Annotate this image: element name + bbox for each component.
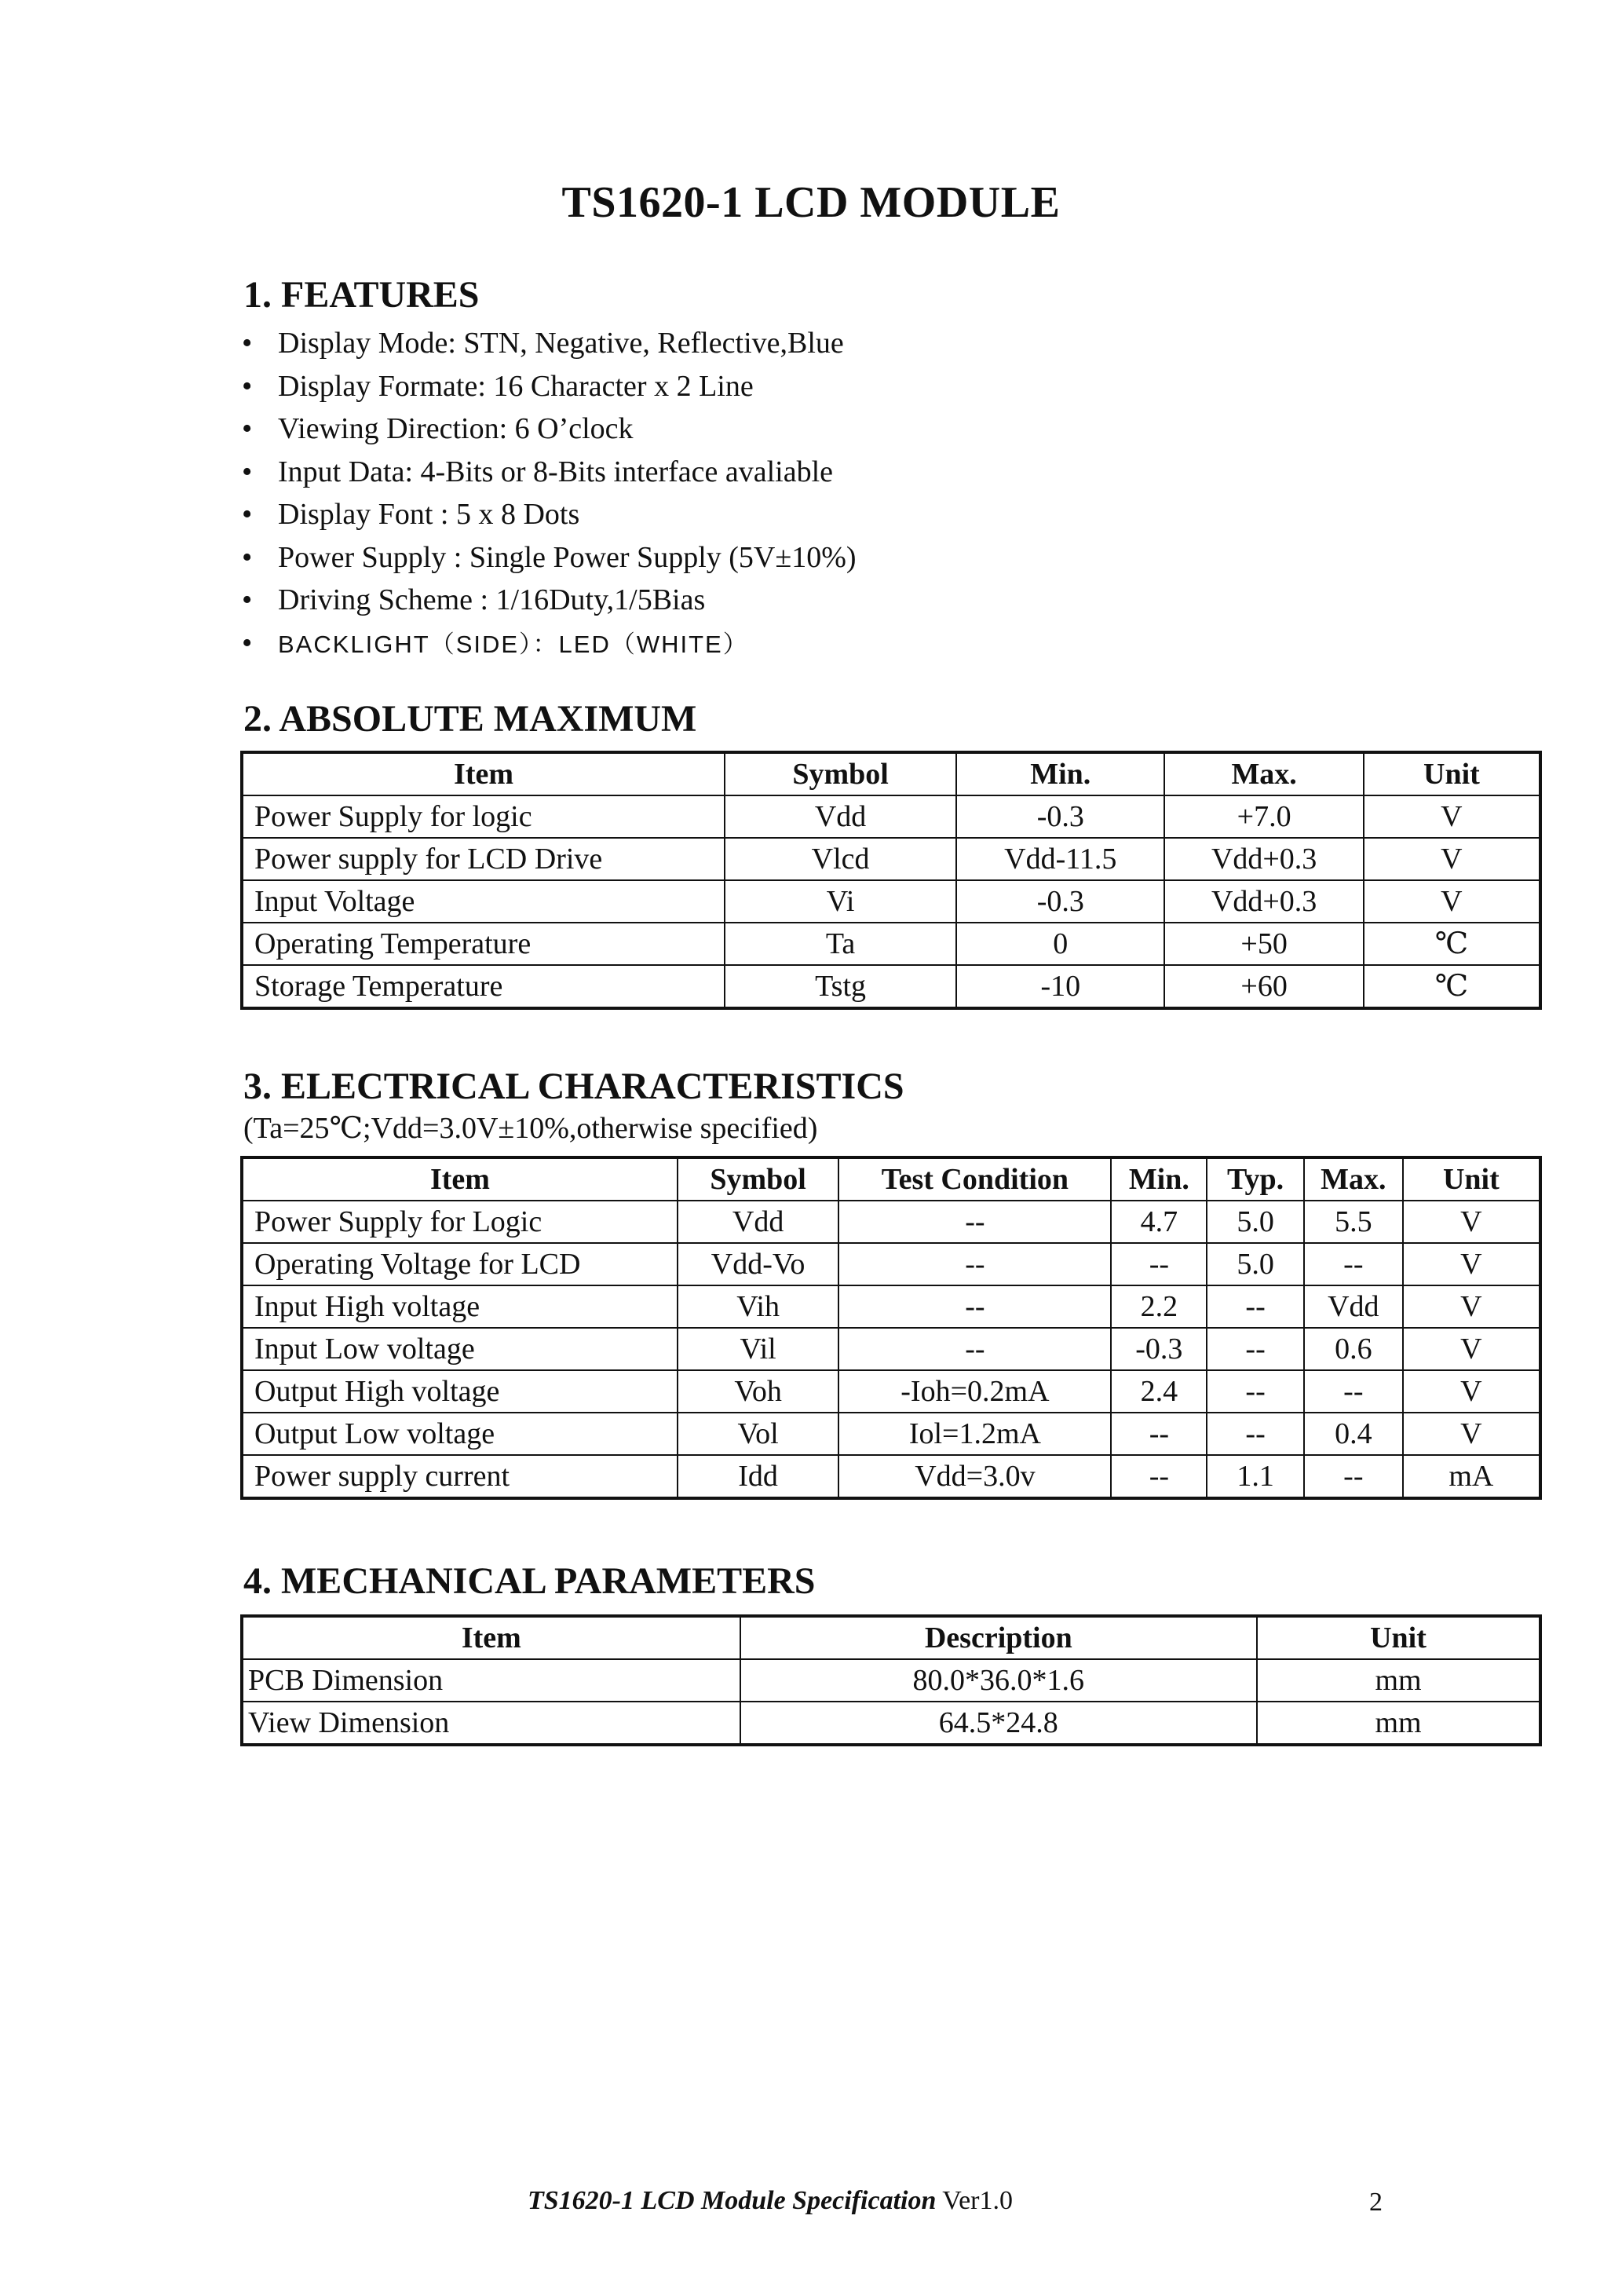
table-row — [242, 1201, 1540, 1243]
feature-item: • Display Font : 5 x 8 Dots — [242, 493, 857, 536]
table-cell: V — [1364, 795, 1540, 838]
test-conditions-note: (Ta=25℃;Vdd=3.0V±10%,otherwise specified) — [243, 1112, 818, 1145]
header-cell: Typ. — [1207, 1157, 1304, 1201]
table-cell: Vil — [678, 1328, 838, 1370]
table-cell: -Ioh=0.2mA — [838, 1370, 1111, 1413]
table-row — [242, 1285, 1540, 1328]
absolute-maximum-table — [240, 751, 1542, 1010]
table-cell: Operating Temperature — [242, 923, 725, 965]
table-cell: 4.7 — [1111, 1201, 1207, 1243]
feature-item: • Viewing Direction: 6 O’clock — [242, 408, 857, 451]
table-cell: -- — [1111, 1243, 1207, 1285]
table-cell: -- — [838, 1285, 1111, 1328]
table-cell: Input Voltage — [242, 880, 725, 923]
table-cell: V — [1403, 1201, 1540, 1243]
features-list — [242, 322, 857, 664]
table-cell: ℃ — [1364, 965, 1540, 1008]
table-cell: 5.0 — [1207, 1201, 1304, 1243]
table-cell: +60 — [1164, 965, 1363, 1008]
table-row — [242, 880, 1540, 923]
electrical-characteristics-table — [240, 1156, 1542, 1500]
table-cell: 2.4 — [1111, 1370, 1207, 1413]
feature-item: • Driving Scheme : 1/16Duty,1/5Bias — [242, 579, 857, 622]
table-row — [242, 1243, 1540, 1285]
table-cell: 1.1 — [1207, 1455, 1304, 1498]
table-cell: -- — [1207, 1370, 1304, 1413]
table-cell: Vdd-Vo — [678, 1243, 838, 1285]
table-cell: V — [1403, 1370, 1540, 1413]
header-cell: Max. — [1304, 1157, 1403, 1201]
table-cell: mA — [1403, 1455, 1540, 1498]
table-cell: +50 — [1164, 923, 1363, 965]
table-cell: 5.0 — [1207, 1243, 1304, 1285]
table-cell: 64.5*24.8 — [740, 1702, 1257, 1745]
table-cell: Power Supply for Logic — [242, 1201, 678, 1243]
table-cell: V — [1403, 1328, 1540, 1370]
feature-item: • BACKLIGHT（SIDE）：LED（WHITE） — [242, 622, 857, 665]
table-cell: Vlcd — [725, 838, 956, 880]
table-cell: Idd — [678, 1455, 838, 1498]
table-cell: Vdd — [678, 1201, 838, 1243]
table-cell: -- — [1111, 1455, 1207, 1498]
table-cell: Ta — [725, 923, 956, 965]
table-header-row — [242, 752, 1540, 795]
table-row — [242, 838, 1540, 880]
table-cell: mm — [1257, 1702, 1540, 1745]
bullet-icon: • — [242, 498, 253, 531]
table-cell: -- — [838, 1243, 1111, 1285]
header-cell: Symbol — [678, 1157, 838, 1201]
table-cell: Iol=1.2mA — [838, 1413, 1111, 1455]
table-cell: Power supply current — [242, 1455, 678, 1498]
table-cell: -- — [1304, 1370, 1403, 1413]
page-number: 2 — [1369, 2188, 1383, 2217]
table-cell: -0.3 — [1111, 1328, 1207, 1370]
table-cell: -- — [1207, 1285, 1304, 1328]
table-cell: Output Low voltage — [242, 1413, 678, 1455]
table-cell: Vdd+0.3 — [1164, 880, 1363, 923]
page-footer — [528, 2186, 1013, 2216]
mechanical-parameters-table — [240, 1614, 1542, 1746]
table-cell: -- — [838, 1201, 1111, 1243]
table-cell: -- — [1207, 1328, 1304, 1370]
table-cell: Tstg — [725, 965, 956, 1008]
header-cell: Symbol — [725, 752, 956, 795]
table-cell: V — [1403, 1413, 1540, 1455]
table-cell: 0.4 — [1304, 1413, 1403, 1455]
table-cell: Storage Temperature — [242, 965, 725, 1008]
table-cell: V — [1364, 880, 1540, 923]
bullet-icon: • — [242, 626, 253, 660]
table-cell: V — [1403, 1243, 1540, 1285]
table-cell: Operating Voltage for LCD — [242, 1243, 678, 1285]
features-heading: 1. FEATURES — [243, 274, 480, 316]
table-cell: Power supply for LCD Drive — [242, 838, 725, 880]
table-cell: -0.3 — [956, 880, 1164, 923]
table-cell: -0.3 — [956, 795, 1164, 838]
table-row — [242, 1702, 1540, 1745]
table-cell: Vdd — [725, 795, 956, 838]
feature-item: • Display Mode: STN, Negative, Reflective,Blue — [242, 322, 857, 365]
table-row — [242, 1413, 1540, 1455]
table-cell: V — [1403, 1285, 1540, 1328]
header-cell: Unit — [1364, 752, 1540, 795]
table-cell: Voh — [678, 1370, 838, 1413]
table-cell: -- — [1304, 1455, 1403, 1498]
table-cell: 2.2 — [1111, 1285, 1207, 1328]
table-cell: 5.5 — [1304, 1201, 1403, 1243]
table-cell: 0 — [956, 923, 1164, 965]
table-cell: +7.0 — [1164, 795, 1363, 838]
feature-item: • Power Supply : Single Power Supply (5V±10%) — [242, 536, 857, 579]
table-cell: Power Supply for logic — [242, 795, 725, 838]
header-cell: Min. — [1111, 1157, 1207, 1201]
table-cell: -- — [838, 1328, 1111, 1370]
bullet-icon: • — [242, 369, 253, 403]
table-row — [242, 1370, 1540, 1413]
table-cell: -10 — [956, 965, 1164, 1008]
mechanical-parameters-heading: 4. MECHANICAL PARAMETERS — [243, 1560, 816, 1602]
header-cell: Max. — [1164, 752, 1363, 795]
table-row — [242, 965, 1540, 1008]
absolute-maximum-heading: 2. ABSOLUTE MAXIMUM — [243, 698, 697, 740]
electrical-characteristics-heading: 3. ELECTRICAL CHARACTERISTICS — [243, 1066, 904, 1107]
table-cell: 0.6 — [1304, 1328, 1403, 1370]
header-cell: Item — [242, 1157, 678, 1201]
table-cell: Vdd=3.0v — [838, 1455, 1111, 1498]
table-cell: -- — [1111, 1413, 1207, 1455]
table-cell: View Dimension — [242, 1702, 740, 1745]
bullet-icon: • — [242, 455, 253, 488]
header-cell: Min. — [956, 752, 1164, 795]
feature-item: • Input Data: 4-Bits or 8-Bits interface avaliable — [242, 451, 857, 494]
table-header-row — [242, 1157, 1540, 1201]
table-cell: PCB Dimension — [242, 1659, 740, 1702]
header-cell: Unit — [1257, 1616, 1540, 1659]
header-cell: Test Condition — [838, 1157, 1111, 1201]
table-row — [242, 1659, 1540, 1702]
bullet-icon: • — [242, 583, 253, 616]
page-title: TS1620-1 LCD MODULE — [561, 178, 1061, 227]
bullet-icon: • — [242, 412, 253, 445]
table-cell: ℃ — [1364, 923, 1540, 965]
footer-version: Ver1.0 — [942, 2186, 1013, 2215]
table-cell: 80.0*36.0*1.6 — [740, 1659, 1257, 1702]
header-cell: Item — [242, 752, 725, 795]
table-cell: mm — [1257, 1659, 1540, 1702]
table-cell: Vih — [678, 1285, 838, 1328]
header-cell: Description — [740, 1616, 1257, 1659]
table-row — [242, 923, 1540, 965]
table-cell: Vi — [725, 880, 956, 923]
table-header-row — [242, 1616, 1540, 1659]
table-cell: Input Low voltage — [242, 1328, 678, 1370]
footer-doc-title: TS1620-1 LCD Module Specification — [528, 2186, 937, 2215]
feature-item: • Display Formate: 16 Character x 2 Line — [242, 365, 857, 408]
bullet-icon: • — [242, 327, 253, 360]
table-cell: Vdd-11.5 — [956, 838, 1164, 880]
table-cell: Vdd+0.3 — [1164, 838, 1363, 880]
table-row — [242, 1328, 1540, 1370]
table-row — [242, 1455, 1540, 1498]
table-cell: Output High voltage — [242, 1370, 678, 1413]
header-cell: Unit — [1403, 1157, 1540, 1201]
table-cell: -- — [1207, 1413, 1304, 1455]
table-cell: -- — [1304, 1243, 1403, 1285]
table-cell: Vdd — [1304, 1285, 1403, 1328]
header-cell: Item — [242, 1616, 740, 1659]
table-cell: Input High voltage — [242, 1285, 678, 1328]
table-cell: Vol — [678, 1413, 838, 1455]
table-row — [242, 795, 1540, 838]
table-cell: V — [1364, 838, 1540, 880]
bullet-icon: • — [242, 540, 253, 574]
